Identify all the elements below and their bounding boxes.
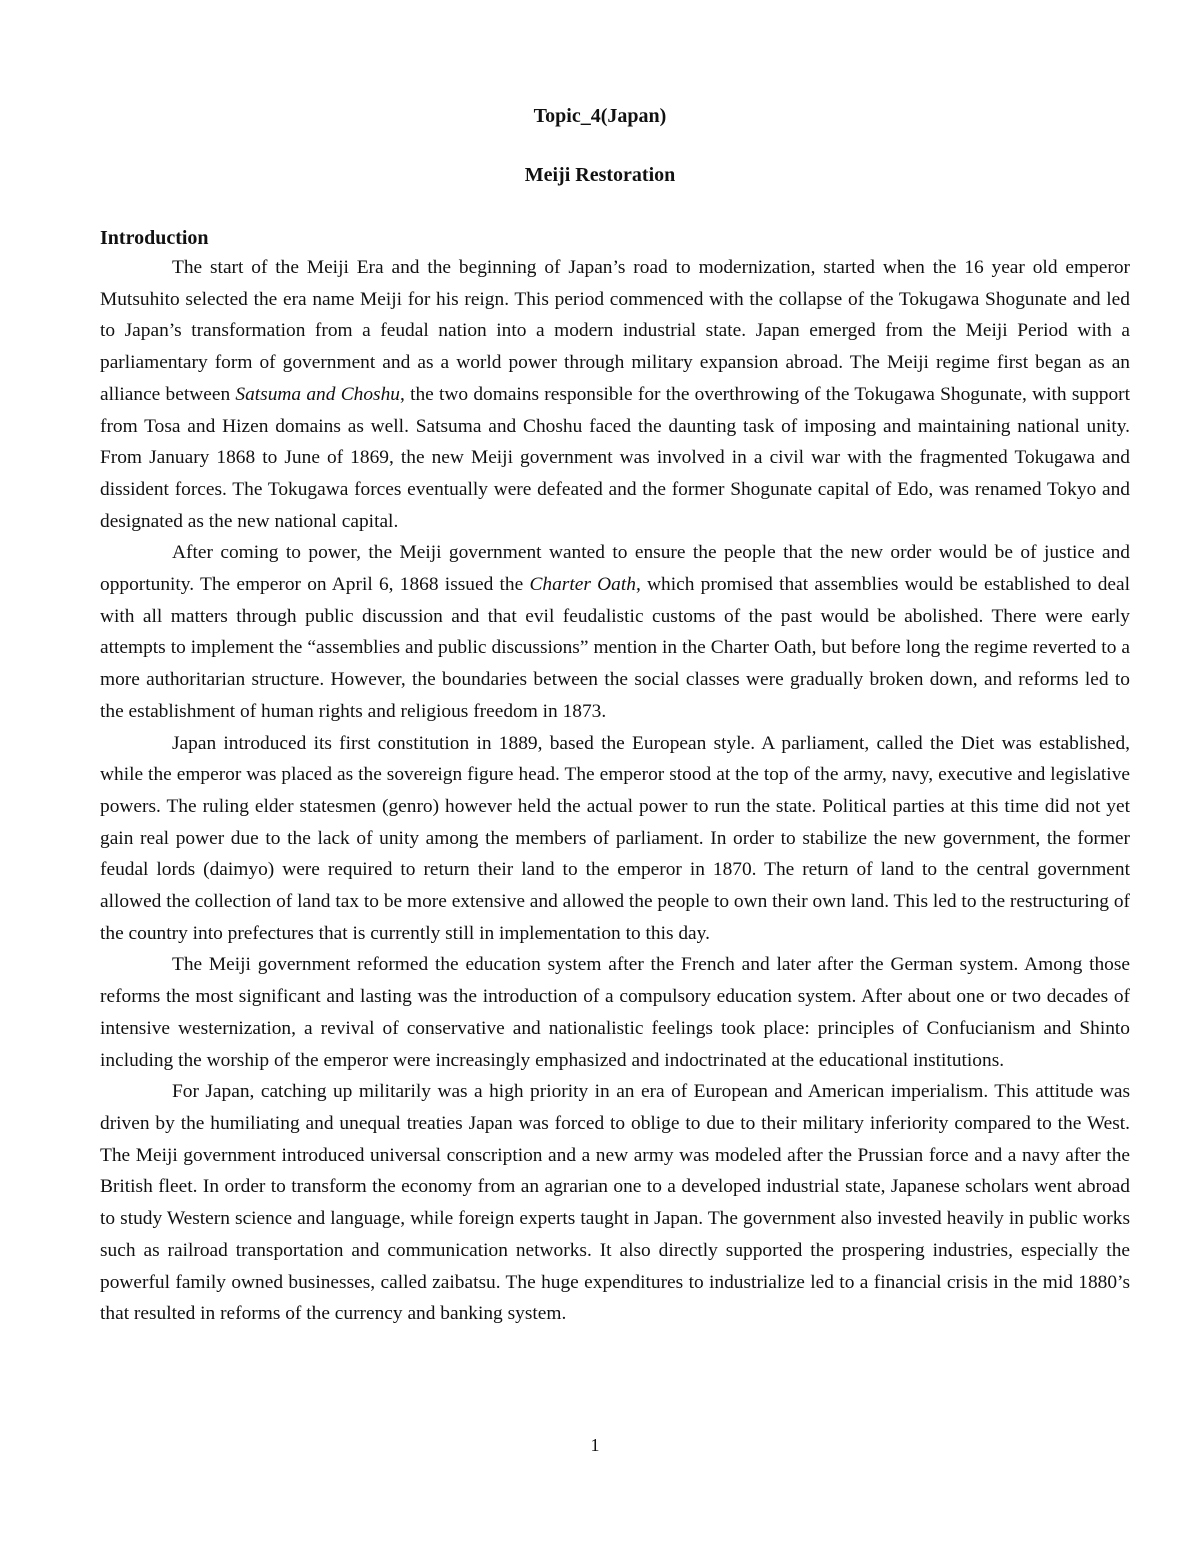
paragraph <box>100 252 1130 537</box>
text-run: , the two domains responsible for the overthrowing of the Tokugawa Shogunate, with support from Tosa and Hizen domains as well. Satsuma and Choshu faced the daunting task of imposing and maintaining national unity. From January 1868 to June of 1869, the new Meiji government was involved in a civil war with the fragmented Tokugawa and dissident forces. The Tokugawa forces eventually were defeated and the former Shogunate capital of Edo, was renamed Tokyo and designated as the new national capital. <box>100 383 1130 532</box>
text-run: The start of the Meiji Era and the beginning of Japan’s road to modernization, started when the 16 year old emperor Mutsuhito selected the era name Meiji for his reign. This period commenced with the collapse of the Tokugawa Shogunate and led to Japan’s transformation from a feudal nation into a modern industrial state. Japan emerged from the Meiji Period with a parliamentary form of government and as a world power through military expansion abroad. The Meiji regime first began as an alliance between <box>100 257 1130 405</box>
section-heading: Introduction <box>100 227 209 249</box>
text-run: The Meiji government reformed the education system after the French and later after the German system. Among those reforms the most significant and lasting was the introduction of a compulsory education system. After about one or two decades of intensive westernization, a revival of conservative and nationalistic feelings took place: principles of Confucianism and Shinto including the worship of the emperor were increasingly emphasized and indoctrinated at the educational institutions. <box>100 954 1130 1071</box>
text-run: Japan introduced its first constitution in 1889, based the European style. A parliament, called the Diet was established, while the emperor was placed as the sovereign figure head. The emperor stood at the top of the army, navy, executive and legislative powers. The ruling elder statesmen (genro) however held the actual power to run the state. Political parties at this time did not yet gain real power due to the lack of unity among the members of parliament. In order to stabilize the new government, the former feudal lords (daimyo) were required to return their land to the emperor in 1870. The return of land to the central government allowed the collection of land tax to be more extensive and allowed the people to own their own land. This led to the restructuring of the country into prefectures that is currently still in implementation to this day. <box>100 732 1130 944</box>
paragraph <box>100 1076 1130 1330</box>
text-run: , which promised that assemblies would be established to deal with all matters through public discussion and that evil feudalistic customs of the past would be abolished. There were early attempts to implement the “assemblies and public discussions” mention in the Charter Oath, but before long the regime reverted to a more authoritarian structure. However, the boundaries between the social classes were gradually broken down, and reforms led to the establishment of human rights and religious freedom in 1873. <box>100 574 1131 722</box>
paragraph <box>100 949 1130 1076</box>
document-body <box>100 252 1130 1330</box>
text-run: For Japan, catching up militarily was a high priority in an era of European and American imperialism. This attitude was driven by the humiliating and unequal treaties Japan was forced to oblige to due to their military inferiority compared to the West. The Meiji government introduced universal conscription and a new army was modeled after the Prussian force and a navy after the British fleet. In order to transform the economy from an agrarian one to a developed industrial state, Japanese scholars went abroad to study Western science and language, while foreign experts taught in Japan. The government also invested heavily in public works such as railroad transportation and communication networks. It also directly supported the prospering industries, especially the powerful family owned businesses, called zaibatsu. The huge expenditures to industrialize led to a financial crisis in the mid 1880’s that resulted in reforms of the currency and banking system. <box>100 1081 1130 1325</box>
paragraph <box>100 728 1130 950</box>
document-subtitle: Meiji Restoration <box>524 164 676 186</box>
italic-text-run: Satsuma and Choshu <box>235 383 400 405</box>
italic-text-run: Charter Oath <box>529 574 636 596</box>
paragraph <box>100 537 1130 727</box>
document-title: Topic_4(Japan) <box>533 105 667 127</box>
text-run: After coming to power, the Meiji government wanted to ensure the people that the new order would be of justice and opportunity. The emperor on April 6, 1868 issued the <box>100 542 1130 596</box>
page-number: 1 <box>590 1435 600 1455</box>
